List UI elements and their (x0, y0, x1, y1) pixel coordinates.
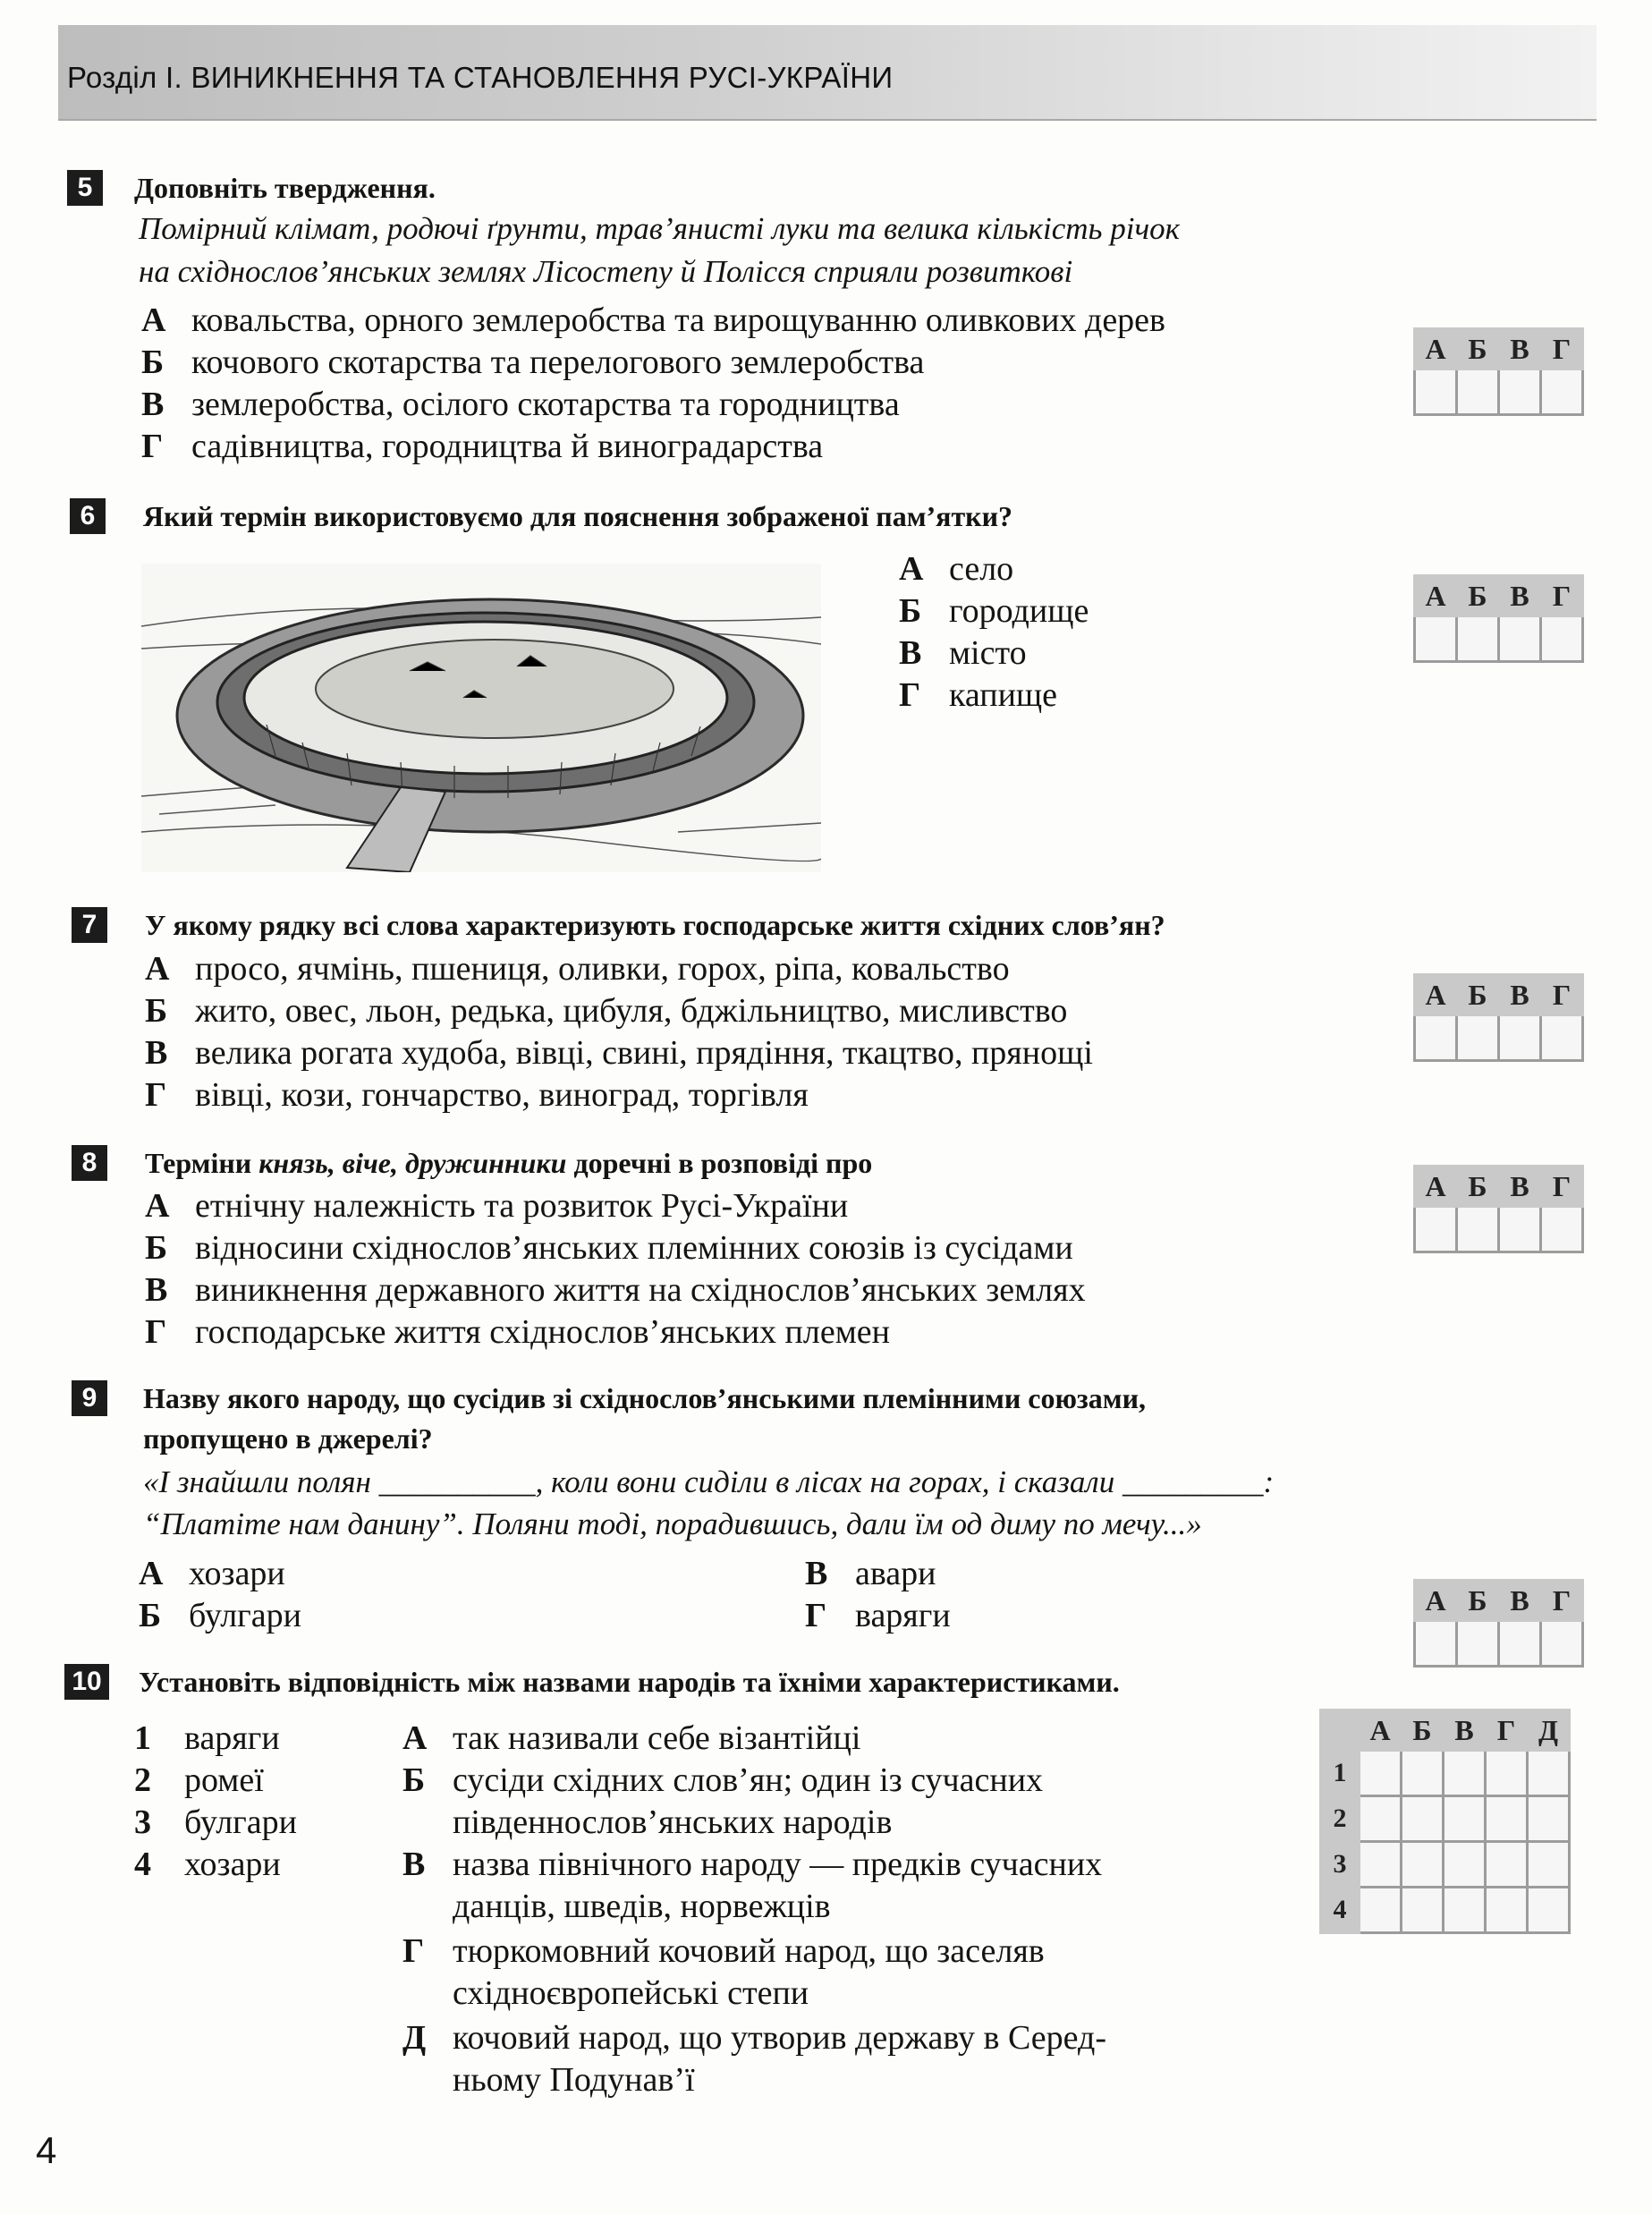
answer-cell[interactable] (1499, 1015, 1541, 1061)
q8-option-g (145, 1311, 890, 1353)
q6-option-letter: Г (899, 676, 921, 714)
q10-left-3 (134, 1802, 297, 1843)
question-number-8: 8 (72, 1145, 107, 1181)
q5-option-v (141, 384, 900, 425)
q5-option-text: кочового скотарства та перелогового землеробства (191, 344, 925, 381)
answer-cell[interactable] (1444, 1751, 1486, 1796)
q10-right-text: сусіди східних слов’ян; один із сучасних (453, 1761, 1044, 1799)
q10-right-letter: Г (402, 1932, 425, 1970)
q6-answer-grid (1413, 574, 1584, 663)
answer-cell[interactable] (1415, 616, 1457, 662)
answer-cell[interactable] (1486, 1888, 1528, 1933)
q7-option-v (145, 1032, 1093, 1074)
q6-option-text: місто (949, 634, 1027, 672)
q9-stem-line2: пропущено в джерелі? (143, 1422, 433, 1455)
q7-option-letter: Б (145, 992, 168, 1030)
q10-stem: Установіть відповідність між назвами народів та їхніми характеристиками. (139, 1666, 1120, 1698)
q9-option-letter: Г (805, 1597, 827, 1634)
answer-cell[interactable] (1486, 1842, 1528, 1888)
q10-right-v (402, 1844, 1102, 1885)
q10-right-b-cont: південнослов’янських народів (453, 1803, 893, 1841)
grid-header: Б (1457, 1581, 1499, 1621)
q10-right-b (402, 1760, 1043, 1801)
answer-cell[interactable] (1415, 369, 1457, 415)
q5-option-g (141, 426, 823, 467)
q5-option-a (141, 300, 1165, 341)
question-number-6: 6 (70, 498, 106, 534)
answer-cell[interactable] (1541, 616, 1583, 662)
question-number-7: 7 (72, 907, 107, 943)
q10-right-text: тюркомовний кочовий народ, що заселяв (453, 1932, 1045, 1970)
q7-option-text: вівці, кози, гончарство, виноград, торгівля (195, 1076, 809, 1114)
q5-option-letter: В (141, 386, 165, 423)
q10-left-text: ромеї (184, 1761, 264, 1799)
answer-cell[interactable] (1415, 1621, 1457, 1667)
q10-right-a (402, 1718, 860, 1759)
question-number-5: 5 (67, 170, 103, 206)
q5-text-line1: Помірний клімат, родючі ґрунти, трав’янисті луки та велика кількість річок (139, 211, 1181, 246)
q9-option-text: варяги (855, 1597, 951, 1634)
grid-header: А (1360, 1710, 1402, 1751)
grid-header: Г (1541, 329, 1583, 369)
answer-cell[interactable] (1528, 1842, 1570, 1888)
q9-answer-grid (1413, 1579, 1584, 1668)
q10-left-number: 1 (134, 1719, 151, 1757)
q5-answer-grid (1413, 327, 1584, 416)
grid-header: А (1415, 1167, 1457, 1207)
q6-stem: Який термін використовуємо для пояснення зображеної пам’ятки? (143, 500, 1013, 532)
grid-header: А (1415, 975, 1457, 1015)
q10-right-letter: В (402, 1846, 426, 1883)
q6-option-letter: Б (899, 592, 922, 630)
answer-cell[interactable] (1402, 1842, 1444, 1888)
q6-option-b (899, 590, 1089, 632)
answer-cell[interactable] (1402, 1751, 1444, 1796)
grid-header: А (1415, 576, 1457, 616)
q10-right-text: назва північного народу — предків сучасних (453, 1846, 1103, 1883)
answer-cell[interactable] (1360, 1842, 1402, 1888)
q6-option-text: городище (949, 592, 1089, 630)
q7-option-text: велика рогата худоба, вівці, свині, прядіння, ткацтво, прянощі (195, 1034, 1093, 1072)
q5-option-letter: А (141, 301, 166, 339)
grid-header: Б (1402, 1710, 1444, 1751)
grid-header: Г (1541, 576, 1583, 616)
grid-header: В (1499, 329, 1541, 369)
q8-option-text: етнічну належність та розвиток Русі-України (195, 1187, 849, 1225)
answer-cell[interactable] (1457, 1015, 1499, 1061)
q10-left-number: 4 (134, 1846, 151, 1883)
grid-header: В (1499, 1581, 1541, 1621)
q8-answer-grid (1413, 1165, 1584, 1253)
q6-option-letter: В (899, 634, 922, 672)
q7-option-a (145, 948, 1010, 989)
answer-cell[interactable] (1360, 1751, 1402, 1796)
q9-option-b (139, 1595, 301, 1636)
q9-stem-line1: Назву якого народу, що сусідив зі східнослов’янськими племінними союзами, (143, 1382, 1147, 1414)
q7-option-g (145, 1074, 809, 1116)
gorodyshche-illustration (141, 564, 821, 872)
answer-cell[interactable] (1415, 1207, 1457, 1252)
q8-option-letter: Б (145, 1229, 168, 1267)
grid-header: А (1415, 1581, 1457, 1621)
grid-header: Г (1541, 1581, 1583, 1621)
q7-option-text: жито, овес, льон, редька, цибуля, бджільництво, мисливство (195, 992, 1068, 1030)
answer-cell[interactable] (1444, 1796, 1486, 1842)
q6-option-v (899, 632, 1027, 674)
q10-right-letter: А (402, 1719, 428, 1757)
q8-option-letter: В (145, 1271, 168, 1309)
grid-row-label: 3 (1321, 1842, 1360, 1888)
q10-left-text: хозари (184, 1846, 281, 1883)
q9-quote-line1: «І знайшли полян __________, коли вони сиділи в лісах на горах, і сказали _________: (143, 1464, 1275, 1499)
answer-cell[interactable] (1541, 1621, 1583, 1667)
grid-header: Б (1457, 1167, 1499, 1207)
q10-right-text: кочовий народ, що утворив державу в Серед- (453, 2019, 1106, 2057)
q10-left-text: булгари (184, 1803, 297, 1841)
answer-cell[interactable] (1444, 1842, 1486, 1888)
grid-header: Г (1486, 1710, 1528, 1751)
q5-option-letter: Б (141, 344, 165, 381)
answer-cell[interactable] (1499, 1207, 1541, 1252)
answer-cell[interactable] (1402, 1796, 1444, 1842)
grid-header: Г (1541, 1167, 1583, 1207)
answer-cell[interactable] (1541, 369, 1583, 415)
q5-option-text: ковальства, орного землеробства та вирощуванню оливкових дерев (191, 301, 1165, 339)
answer-cell[interactable] (1499, 369, 1541, 415)
q10-left-number: 3 (134, 1803, 151, 1841)
grid-header: В (1499, 975, 1541, 1015)
q10-left-number: 2 (134, 1761, 151, 1799)
answer-cell[interactable] (1528, 1796, 1570, 1842)
q6-option-g (899, 675, 1057, 716)
q6-option-text: капище (949, 676, 1058, 714)
q10-left-1 (134, 1718, 280, 1759)
q8-option-a (145, 1185, 848, 1226)
q7-option-letter: А (145, 950, 170, 988)
answer-cell[interactable] (1528, 1751, 1570, 1796)
q7-option-text: просо, ячмінь, пшениця, оливки, горох, ріпа, ковальство (195, 950, 1010, 988)
q7-option-letter: Г (145, 1076, 167, 1114)
grid-row-label: 2 (1321, 1796, 1360, 1842)
q8-option-letter: А (145, 1187, 170, 1225)
q10-left-text: варяги (184, 1719, 280, 1757)
grid-header: Д (1528, 1710, 1570, 1751)
answer-cell[interactable] (1486, 1796, 1528, 1842)
answer-cell[interactable] (1541, 1207, 1583, 1252)
answer-cell[interactable] (1528, 1888, 1570, 1933)
q9-option-text: хозари (189, 1555, 285, 1592)
grid-row-label: 4 (1321, 1888, 1360, 1933)
answer-cell[interactable] (1541, 1015, 1583, 1061)
grid-row-label: 1 (1321, 1751, 1360, 1796)
answer-cell[interactable] (1457, 369, 1499, 415)
q6-option-a (899, 548, 1013, 590)
q5-text-line2: на східнослов’янських землях Лісостепу й Полісся сприяли розвиткові (139, 254, 1073, 289)
q10-answer-grid (1319, 1709, 1571, 1934)
answer-cell[interactable] (1415, 1015, 1457, 1061)
grid-header: Б (1457, 975, 1499, 1015)
answer-cell[interactable] (1457, 1621, 1499, 1667)
q10-right-text: так називали себе візантійці (453, 1719, 861, 1757)
q10-right-g (402, 1931, 1045, 1972)
q10-left-2 (134, 1760, 264, 1801)
answer-cell[interactable] (1457, 1207, 1499, 1252)
q8-stem-terms: князь, віче, дружинники (258, 1147, 567, 1179)
q7-option-letter: В (145, 1034, 168, 1072)
section-header (58, 25, 1597, 121)
answer-cell[interactable] (1499, 616, 1541, 662)
q8-option-b (145, 1227, 1073, 1269)
q8-option-text: відносини східнослов’янських племінних союзів із сусідами (195, 1229, 1073, 1267)
grid-header: Б (1457, 576, 1499, 616)
q10-right-letter: Д (402, 2019, 427, 2057)
q8-option-v (145, 1269, 1086, 1311)
q9-option-v (805, 1553, 936, 1594)
section-title: Розділ І. ВИНИКНЕННЯ ТА СТАНОВЛЕННЯ РУСІ-УКРАЇНИ (67, 61, 894, 94)
q9-option-a (139, 1553, 285, 1594)
q9-option-letter: В (805, 1555, 828, 1592)
answer-cell[interactable] (1486, 1751, 1528, 1796)
q8-stem-after: доречні в розповіді про (566, 1147, 873, 1179)
q10-right-v-cont: данців, шведів, норвежців (453, 1888, 831, 1925)
q9-quote-line2: “Платіте нам данину”. Поляни тоді, порадившись, дали їм од диму по мечу...» (143, 1506, 1202, 1541)
q7-answer-grid (1413, 973, 1584, 1062)
answer-cell[interactable] (1402, 1888, 1444, 1933)
q5-option-text: садівництва, городництва й виноградарства (191, 428, 824, 465)
grid-header: В (1499, 1167, 1541, 1207)
q7-stem: У якому рядку всі слова характеризують господарське життя східних слов’ян? (145, 909, 1165, 941)
q8-option-text: господарське життя східнослов’янських племен (195, 1313, 890, 1351)
q10-right-letter: Б (402, 1761, 426, 1799)
grid-header: Г (1541, 975, 1583, 1015)
q6-option-text: село (949, 550, 1014, 588)
answer-cell[interactable] (1499, 1621, 1541, 1667)
q5-stem: Доповніть твердження. (134, 172, 436, 204)
q9-option-letter: А (139, 1555, 164, 1592)
q8-option-letter: Г (145, 1313, 167, 1351)
q6-option-letter: А (899, 550, 924, 588)
q8-stem-before: Терміни (145, 1147, 259, 1179)
grid-header: А (1415, 329, 1457, 369)
question-number-9: 9 (72, 1380, 107, 1416)
q9-option-text: булгари (189, 1597, 301, 1634)
q10-right-d-cont: ньому Подунав’ї (453, 2061, 695, 2099)
grid-corner (1321, 1710, 1360, 1751)
answer-cell[interactable] (1444, 1888, 1486, 1933)
answer-cell[interactable] (1360, 1796, 1402, 1842)
q9-option-letter: Б (139, 1597, 162, 1634)
q10-right-d (402, 2017, 1106, 2058)
q5-option-b (141, 342, 924, 383)
grid-header: В (1444, 1710, 1486, 1751)
question-number-10: 10 (64, 1664, 109, 1700)
q10-right-g-cont: східноєвропейські степи (453, 1974, 809, 2012)
q5-option-letter: Г (141, 428, 164, 465)
q9-option-g (805, 1595, 951, 1636)
q5-option-text: землеробства, осілого скотарства та городництва (191, 386, 900, 423)
grid-header: В (1499, 576, 1541, 616)
answer-cell[interactable] (1360, 1888, 1402, 1933)
q8-option-text: виникнення державного життя на східнослов’янських землях (195, 1271, 1086, 1309)
q7-option-b (145, 990, 1067, 1031)
q8-stem (145, 1145, 872, 1181)
q9-option-text: авари (855, 1555, 936, 1592)
grid-header: Б (1457, 329, 1499, 369)
page-number: 4 (36, 2129, 57, 2171)
answer-cell[interactable] (1457, 616, 1499, 662)
q10-left-4 (134, 1844, 281, 1885)
